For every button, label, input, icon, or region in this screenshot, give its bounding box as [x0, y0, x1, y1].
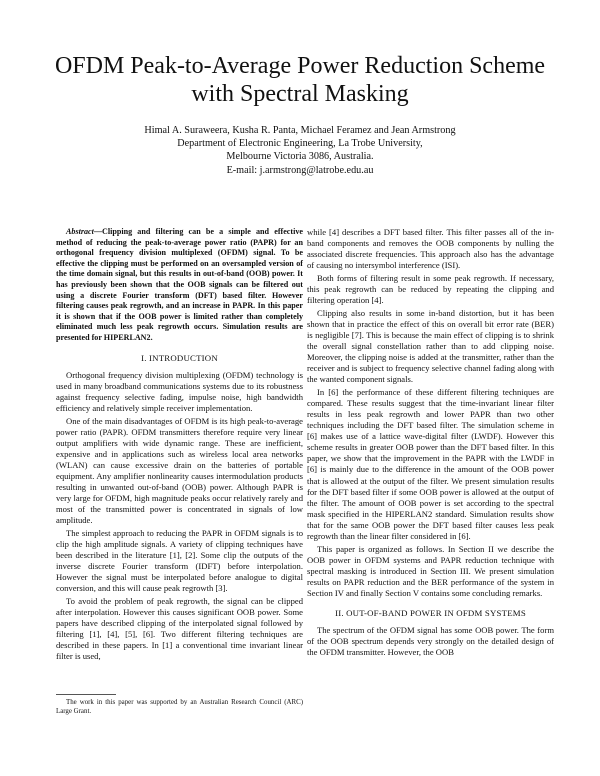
author-block [20, 124, 580, 177]
body-paragraph: The spectrum of the OFDM signal has some OOB power. The form of the OOB spectrum depends very strongly on the detailed design of the OFDM transmitter. However, the OOB [307, 625, 554, 658]
email: E-mail: j.armstrong@latrobe.edu.au [226, 164, 374, 176]
footnote-rule [56, 694, 116, 695]
right-column [307, 227, 554, 658]
body-paragraph: Clipping also results in some in-band distortion, but it has been shown that in practice the effect of this on overall bit error rate (BER) is negligible [7]. This is because the main effect of clipping is to shrink the overall signal constellation rather than to add clipping noise. Moreover, the clipping noise is added at the transmitter, rather than the receiver and is subject to frequency selective channel fading along with the wanted component signals. [307, 307, 554, 385]
intro-paragraph: To avoid the problem of peak regrowth, the signal can be clipped after interpolation. However this causes significant OOB power. Some papers have described clipping of the interpolated signal followed by filtering [1], [4], [5], [6]. Two different filtering techniques are described in these papers. In [1] a conventional time invariant linear filter is used, [56, 596, 303, 662]
body-paragraph: This paper is organized as follows. In Section II we describe the OOB power in OFDM systems and PAPR reduction technique with spectral masking is introduced in Section III. We present simulation results on PAPR reduction and the BER performance of the system in Section IV and finally Section V contains some concluding remarks. [307, 543, 554, 598]
body-paragraph: while [4] describes a DFT based filter. This filter passes all of the in-band components and removes the OOB components by nulling the associated discrete frequencies. This approach also has the advantage of causing no intersymbol interference (ISI). [307, 227, 554, 271]
body-paragraph: Both forms of filtering result in some peak regrowth. If necessary, this peak regrowth can be reduced by repeating the clipping and filtering operation [4]. [307, 272, 554, 306]
intro-paragraph: One of the main disadvantages of OFDM is its high peak-to-average power ratio (PAPR). OFDM transmitters therefore require very linear output amplifiers with wide dynamic range. These are inefficient, expensive and in applications such as wireless local area networks (WLAN) can cause excessive drain on the batteries of portable equipment. Any amplifier nonlinearity causes intermodulation products resulting in unwanted out-of-band (OOB) power. Although PAPR is very large for OFDM, high magnitude peaks occur relatively rarely and most of the transmitted power is concentrated in signals of low amplitude. [56, 415, 303, 526]
author-names: Himal A. Suraweera, Kusha R. Panta, Michael Feramez and Jean Armstrong [144, 125, 456, 136]
paper-title [20, 52, 580, 108]
abstract [56, 227, 303, 344]
affiliation: Department of Electronic Engineering, La Trobe University, [177, 138, 423, 150]
intro-paragraph: The simplest approach to reducing the PAPR in OFDM signals is to clip the high amplitude signals. A variety of clipping techniques have been described in the literature [1], [2]. Some clip the outputs of the inverse discrete Fourier transform (IDFT) before interpolation. However the signal must be interpolated before analogue to digital conversion, and this will cause peak regrowth [3]. [56, 527, 303, 594]
section-heading-introduction: I. INTRODUCTION [141, 352, 218, 363]
section-heading-oob-power: II. OUT-OF-BAND POWER IN OFDM SYSTEMS [335, 608, 526, 619]
body-paragraph: In [6] the performance of these different filtering techniques are compared. These results suggest that the time-invariant linear filter results in less peak regrowth and lower PAPR than two other techniques including the DFT based filter. The simulation scheme in [6] makes use of a lattice wave-digital filter (LWDF). However this scheme results in greater OOB power than the DFT based filter. In this paper, we show that the improvement in the PAPR with the LWDF in [6] is mainly due to the difference in the amount of the OOB power that is allowed at the output of the filter. We present simulation results for the DFT based filter if some OOB power is allowed at the output of the filter. The amount of OOB power is set according to the spectral mask specified in the HIPERLAN2 standard. Simulation results show that for the same OOB power the DFT based filter causes less peak regrowth than the linear filter considered in [6]. [307, 386, 554, 542]
abstract-lead: Abstract [66, 227, 94, 236]
left-column [56, 227, 303, 663]
footnote [56, 694, 303, 716]
title-line-2: with Spectral Masking [191, 81, 409, 107]
intro-paragraph: Orthogonal frequency division multiplexing (OFDM) technology is used in many broadband communications systems due to its robustness against frequency selective fading, impulse noise, high bandwidth efficiency and relatively simple receiver implementation. [56, 369, 303, 413]
footnote-text: The work in this paper was supported by an Australian Research Council (ARC) Large Grant. [56, 699, 303, 715]
address: Melbourne Victoria 3086, Australia. [226, 151, 374, 163]
title-line-1: OFDM Peak-to-Average Power Reduction Scheme [54, 53, 546, 79]
abstract-text: —Clipping and filtering can be a simple and effective method of reducing the peak-to-average power ratio (PAPR) for an orthogonal frequency division multiplexed (OFDM) signal. To be effective the clipping must be performed on an oversampled version of the time domain signal, but this results in out-of-band (OOB) power. It has previously been shown that the OOB signals can be filtered out using a discrete Fourier transform (DFT) based filter. However filtering causes peak regrowth, and an increase in PAPR. In this paper it is shown that if the OOB power is limited rather than completely eliminated much less peak regrowth occurs. Simulation results are presented for HIPERLAN2. [56, 227, 303, 342]
